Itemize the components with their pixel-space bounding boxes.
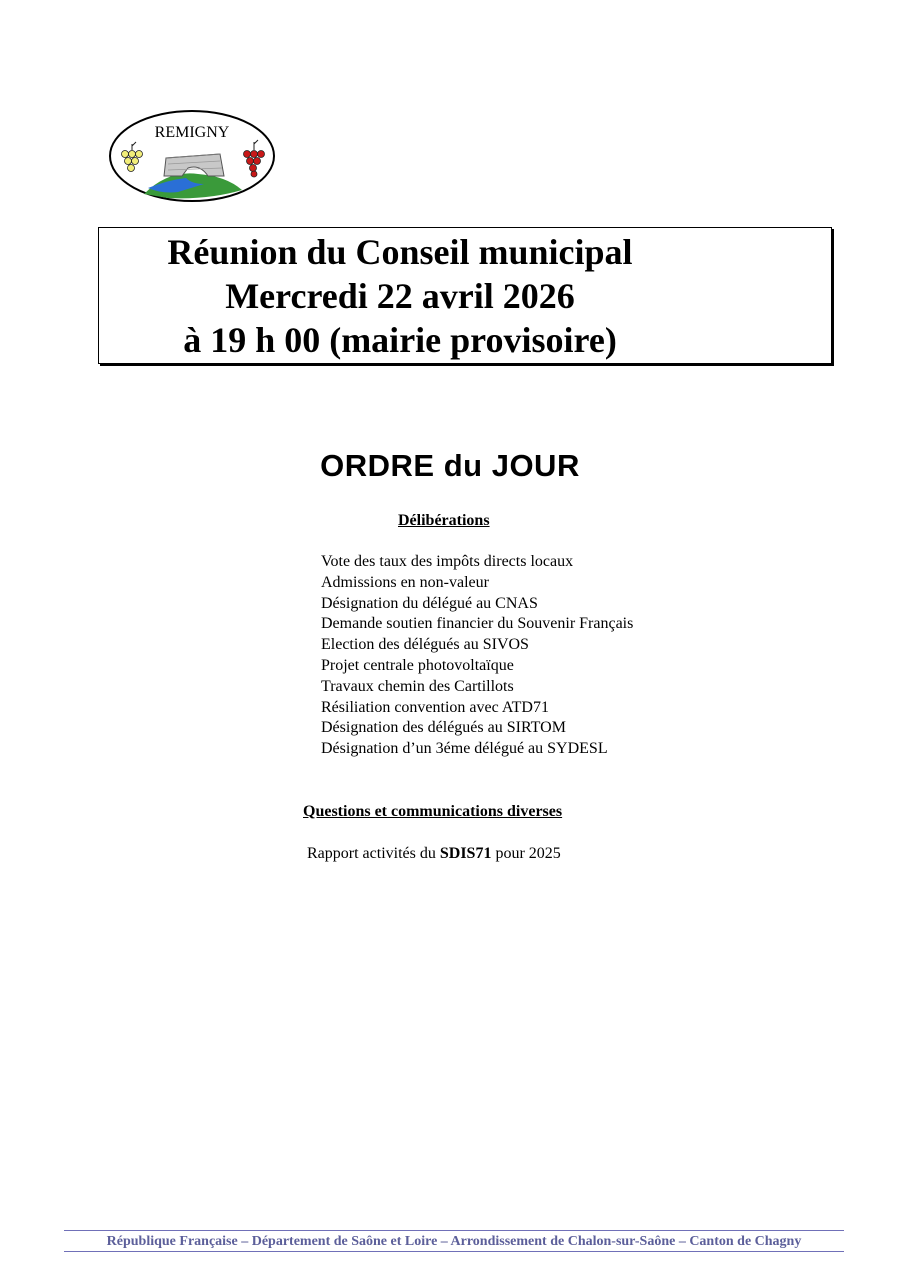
deliberations-list xyxy=(321,552,633,760)
list-item: Election des délégués au SIVOS xyxy=(321,636,529,654)
meeting-title: Réunion du Conseil municipal xyxy=(167,231,633,272)
list-item: Désignation des délégués au SIRTOM xyxy=(321,719,566,737)
rapport-line xyxy=(307,845,561,863)
remigny-logo xyxy=(108,108,276,204)
footer-text: République Française – Département de Saône et Loire – Arrondissement de Chalon-sur-Saône – Canton de Chagny xyxy=(106,1234,802,1249)
list-item: Désignation du délégué au CNAS xyxy=(321,594,538,612)
logo-emblem-icon xyxy=(108,108,276,204)
list-item: Vote des taux des impôts directs locaux xyxy=(321,553,574,570)
footer-top-rule xyxy=(64,1230,844,1231)
footer-bottom-rule xyxy=(64,1251,844,1252)
rapport-org: SDIS71 xyxy=(439,845,492,862)
list-item: Résiliation convention avec ATD71 xyxy=(321,698,549,716)
logo-text: REMIGNY xyxy=(154,124,230,141)
rapport-suffix: pour 2025 xyxy=(491,845,561,862)
list-item: Travaux chemin des Cartillots xyxy=(321,677,514,695)
meeting-time-location: à 19 h 00 (mairie provisoire) xyxy=(183,319,617,360)
list-item: Admissions en non-valeur xyxy=(321,573,489,591)
list-item: Demande soutien financier du Souvenir Français xyxy=(321,615,634,633)
list-item: Désignation d’un 3éme délégué au SYDESL xyxy=(321,740,608,758)
questions-heading: Questions et communications diverses xyxy=(303,803,563,820)
meeting-title-box xyxy=(98,227,832,364)
deliberations-heading: Délibérations xyxy=(398,512,490,529)
meeting-date: Mercredi 22 avril 2026 xyxy=(225,275,575,316)
rapport-prefix: Rapport activités du xyxy=(307,845,440,862)
list-item: Projet centrale photovoltaïque xyxy=(321,656,514,674)
agenda-title: ORDRE du JOUR xyxy=(320,448,580,483)
